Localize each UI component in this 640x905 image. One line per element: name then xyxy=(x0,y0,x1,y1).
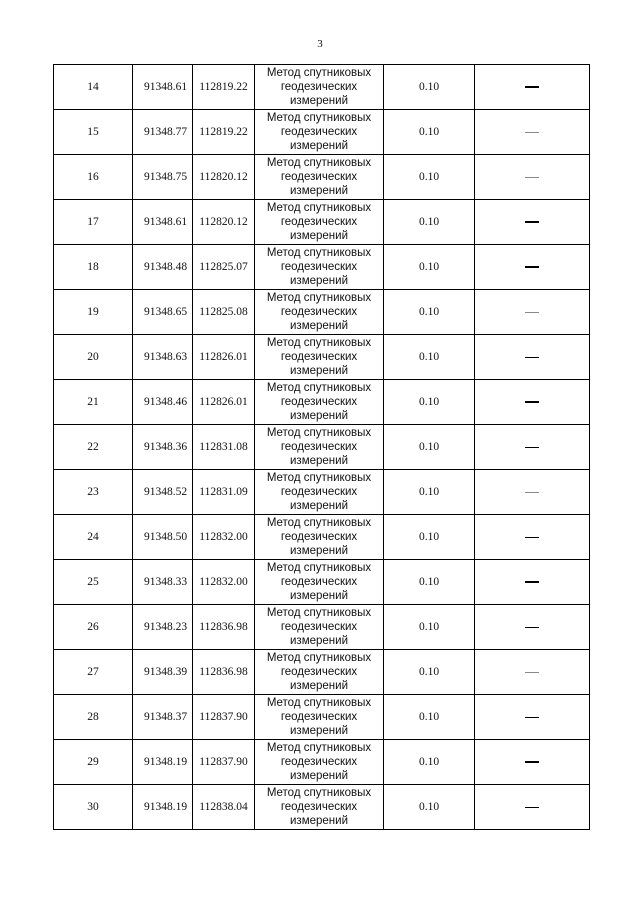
x-coordinate-cell: 91348.36 xyxy=(133,425,193,470)
note-cell xyxy=(475,740,590,785)
x-coordinate-cell: 91348.75 xyxy=(133,155,193,200)
y-coordinate-cell: 112836.98 xyxy=(193,605,255,650)
x-coordinate-cell: 91348.63 xyxy=(133,335,193,380)
accuracy-cell: 0.10 xyxy=(384,650,475,695)
x-coordinate-cell: 91348.19 xyxy=(133,740,193,785)
table-row xyxy=(54,200,590,245)
accuracy-cell: 0.10 xyxy=(384,110,475,155)
method-cell: Метод спутниковых геодезических измерений xyxy=(255,515,384,560)
method-cell: Метод спутниковых геодезических измерений xyxy=(255,425,384,470)
note-cell xyxy=(475,605,590,650)
accuracy-cell: 0.10 xyxy=(384,290,475,335)
accuracy-cell: 0.10 xyxy=(384,155,475,200)
y-coordinate-cell: 112826.01 xyxy=(193,380,255,425)
point-number-cell: 29 xyxy=(54,740,133,785)
accuracy-cell: 0.10 xyxy=(384,380,475,425)
table-row xyxy=(54,155,590,200)
method-cell: Метод спутниковых геодезических измерений xyxy=(255,380,384,425)
table-row xyxy=(54,425,590,470)
method-cell: Метод спутниковых геодезических измерений xyxy=(255,605,384,650)
note-cell xyxy=(475,695,590,740)
method-cell: Метод спутниковых геодезических измерений xyxy=(255,290,384,335)
note-cell xyxy=(475,515,590,560)
point-number-cell: 17 xyxy=(54,200,133,245)
table-row xyxy=(54,65,590,110)
dash-mark xyxy=(525,627,539,628)
y-coordinate-cell: 112836.98 xyxy=(193,650,255,695)
y-coordinate-cell: 112825.08 xyxy=(193,290,255,335)
point-number-cell: 20 xyxy=(54,335,133,380)
x-coordinate-cell: 91348.61 xyxy=(133,65,193,110)
y-coordinate-cell: 112826.01 xyxy=(193,335,255,380)
table-row xyxy=(54,245,590,290)
method-cell: Метод спутниковых геодезических измерений xyxy=(255,470,384,515)
dash-mark xyxy=(525,132,539,133)
x-coordinate-cell: 91348.46 xyxy=(133,380,193,425)
page-number: 3 xyxy=(317,38,323,50)
note-cell xyxy=(475,200,590,245)
y-coordinate-cell: 112825.07 xyxy=(193,245,255,290)
dash-mark xyxy=(525,177,539,178)
dash-mark xyxy=(525,221,539,223)
table-row xyxy=(54,605,590,650)
accuracy-cell: 0.10 xyxy=(384,515,475,560)
x-coordinate-cell: 91348.39 xyxy=(133,650,193,695)
note-cell xyxy=(475,470,590,515)
dash-mark xyxy=(525,401,539,403)
table-row xyxy=(54,380,590,425)
method-cell: Метод спутниковых геодезических измерений xyxy=(255,110,384,155)
method-cell: Метод спутниковых геодезических измерений xyxy=(255,155,384,200)
y-coordinate-cell: 112820.12 xyxy=(193,155,255,200)
accuracy-cell: 0.10 xyxy=(384,695,475,740)
note-cell xyxy=(475,110,590,155)
x-coordinate-cell: 91348.33 xyxy=(133,560,193,605)
y-coordinate-cell: 112838.04 xyxy=(193,785,255,830)
method-cell: Метод спутниковых геодезических измерений xyxy=(255,560,384,605)
y-coordinate-cell: 112831.08 xyxy=(193,425,255,470)
table-row xyxy=(54,335,590,380)
point-number-cell: 23 xyxy=(54,470,133,515)
point-number-cell: 15 xyxy=(54,110,133,155)
x-coordinate-cell: 91348.50 xyxy=(133,515,193,560)
point-number-cell: 27 xyxy=(54,650,133,695)
note-cell xyxy=(475,785,590,830)
accuracy-cell: 0.10 xyxy=(384,560,475,605)
x-coordinate-cell: 91348.77 xyxy=(133,110,193,155)
accuracy-cell: 0.10 xyxy=(384,200,475,245)
dash-mark xyxy=(525,86,539,88)
y-coordinate-cell: 112837.90 xyxy=(193,695,255,740)
point-number-cell: 28 xyxy=(54,695,133,740)
note-cell xyxy=(475,155,590,200)
x-coordinate-cell: 91348.19 xyxy=(133,785,193,830)
accuracy-cell: 0.10 xyxy=(384,245,475,290)
table-row xyxy=(54,695,590,740)
accuracy-cell: 0.10 xyxy=(384,65,475,110)
table-row xyxy=(54,110,590,155)
point-number-cell: 16 xyxy=(54,155,133,200)
method-cell: Метод спутниковых геодезических измерений xyxy=(255,695,384,740)
method-cell: Метод спутниковых геодезических измерений xyxy=(255,335,384,380)
point-number-cell: 24 xyxy=(54,515,133,560)
accuracy-cell: 0.10 xyxy=(384,785,475,830)
point-number-cell: 19 xyxy=(54,290,133,335)
coordinates-table-body xyxy=(54,65,590,830)
note-cell xyxy=(475,290,590,335)
dash-mark xyxy=(525,537,539,538)
y-coordinate-cell: 112831.09 xyxy=(193,470,255,515)
accuracy-cell: 0.10 xyxy=(384,425,475,470)
dash-mark xyxy=(525,492,539,493)
method-cell: Метод спутниковых геодезических измерений xyxy=(255,200,384,245)
point-number-cell: 21 xyxy=(54,380,133,425)
note-cell xyxy=(475,335,590,380)
y-coordinate-cell: 112820.12 xyxy=(193,200,255,245)
coordinates-table xyxy=(53,64,590,830)
dash-mark xyxy=(525,357,539,358)
x-coordinate-cell: 91348.37 xyxy=(133,695,193,740)
table-row xyxy=(54,785,590,830)
note-cell xyxy=(475,650,590,695)
x-coordinate-cell: 91348.65 xyxy=(133,290,193,335)
dash-mark xyxy=(525,266,539,268)
table-row xyxy=(54,470,590,515)
point-number-cell: 18 xyxy=(54,245,133,290)
note-cell xyxy=(475,425,590,470)
dash-mark xyxy=(525,581,539,583)
dash-mark xyxy=(525,807,539,808)
point-number-cell: 25 xyxy=(54,560,133,605)
x-coordinate-cell: 91348.61 xyxy=(133,200,193,245)
y-coordinate-cell: 112837.90 xyxy=(193,740,255,785)
method-cell: Метод спутниковых геодезических измерений xyxy=(255,245,384,290)
dash-mark xyxy=(525,447,539,448)
y-coordinate-cell: 112819.22 xyxy=(193,110,255,155)
method-cell: Метод спутниковых геодезических измерений xyxy=(255,740,384,785)
accuracy-cell: 0.10 xyxy=(384,605,475,650)
table-row xyxy=(54,650,590,695)
note-cell xyxy=(475,380,590,425)
dash-mark xyxy=(525,312,539,313)
table-row xyxy=(54,740,590,785)
method-cell: Метод спутниковых геодезических измерений xyxy=(255,650,384,695)
y-coordinate-cell: 112819.22 xyxy=(193,65,255,110)
method-cell: Метод спутниковых геодезических измерений xyxy=(255,65,384,110)
accuracy-cell: 0.10 xyxy=(384,335,475,380)
method-cell: Метод спутниковых геодезических измерений xyxy=(255,785,384,830)
table-row xyxy=(54,290,590,335)
point-number-cell: 14 xyxy=(54,65,133,110)
accuracy-cell: 0.10 xyxy=(384,740,475,785)
dash-mark xyxy=(525,717,539,718)
point-number-cell: 22 xyxy=(54,425,133,470)
table-row xyxy=(54,515,590,560)
table-row xyxy=(54,560,590,605)
dash-mark xyxy=(525,761,539,763)
point-number-cell: 26 xyxy=(54,605,133,650)
x-coordinate-cell: 91348.48 xyxy=(133,245,193,290)
x-coordinate-cell: 91348.23 xyxy=(133,605,193,650)
y-coordinate-cell: 112832.00 xyxy=(193,560,255,605)
x-coordinate-cell: 91348.52 xyxy=(133,470,193,515)
note-cell xyxy=(475,560,590,605)
accuracy-cell: 0.10 xyxy=(384,470,475,515)
y-coordinate-cell: 112832.00 xyxy=(193,515,255,560)
point-number-cell: 30 xyxy=(54,785,133,830)
note-cell xyxy=(475,65,590,110)
dash-mark xyxy=(525,672,539,673)
note-cell xyxy=(475,245,590,290)
